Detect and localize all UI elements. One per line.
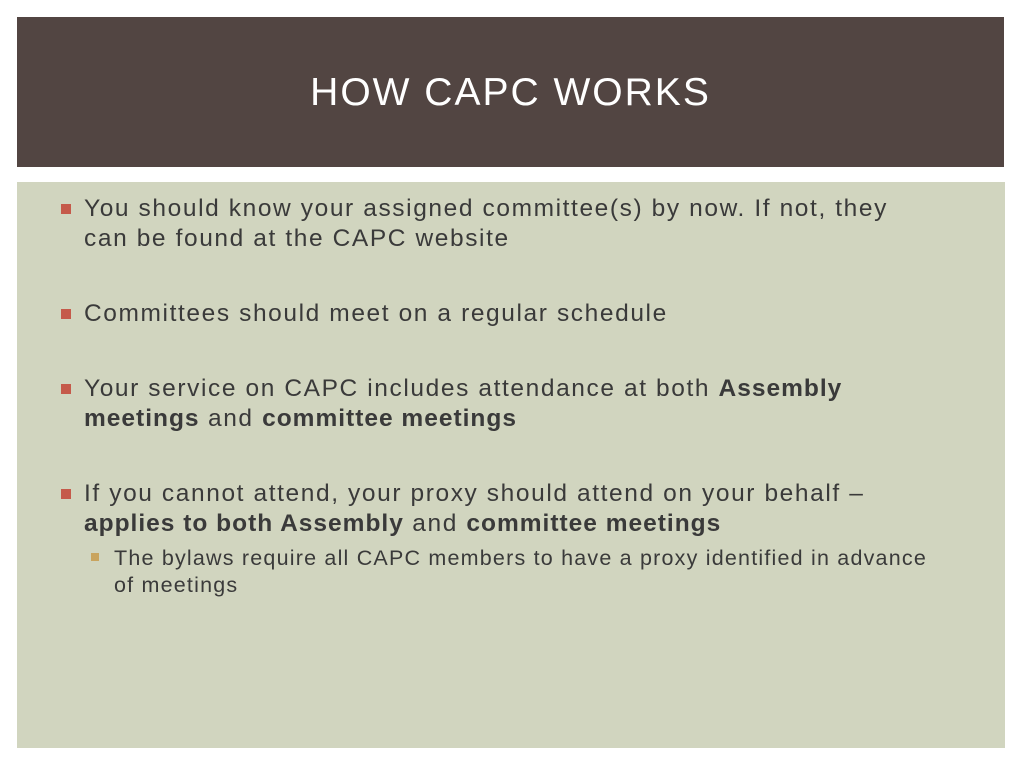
bullet-text: You should know your assigned committee(s) by now. If not, they can be found at the CAPC website (84, 195, 888, 252)
small-square-bullet-icon (91, 553, 99, 561)
square-bullet-icon (61, 489, 71, 499)
bullet-text-part: If you cannot attend, your proxy should attend on your behalf – (84, 480, 865, 507)
square-bullet-icon (61, 309, 71, 319)
bullet-item (60, 194, 940, 254)
bullet-item (60, 479, 940, 599)
title-bar (17, 17, 1004, 167)
bullet-bold-text: Assembly meetings (84, 375, 843, 432)
slide-title: HOW CAPC WORKS (310, 71, 711, 114)
sub-bullet-item (90, 545, 940, 599)
bullet-text (84, 375, 842, 432)
square-bullet-icon (61, 204, 71, 214)
content-panel (17, 182, 1005, 748)
bullet-bold-text: applies to both Assembly (84, 510, 404, 537)
bullet-bold-text: committee meetings (466, 510, 722, 537)
bullet-item (60, 374, 940, 434)
bullet-item (60, 299, 940, 329)
bullet-bold-text: committee meetings (262, 405, 517, 432)
bullet-text-part: and (403, 510, 467, 537)
bullet-text-part: and (199, 405, 263, 432)
bullet-text (84, 480, 864, 537)
sub-bullet-text: The bylaws require all CAPC members to have a proxy identified in advance of meetings (114, 546, 927, 597)
sub-bullet-list (90, 545, 940, 599)
bullet-list (60, 194, 940, 644)
square-bullet-icon (61, 384, 71, 394)
bullet-text: Committees should meet on a regular schedule (84, 300, 668, 327)
bullet-text-part: Your service on CAPC includes attendance at both (84, 375, 719, 402)
